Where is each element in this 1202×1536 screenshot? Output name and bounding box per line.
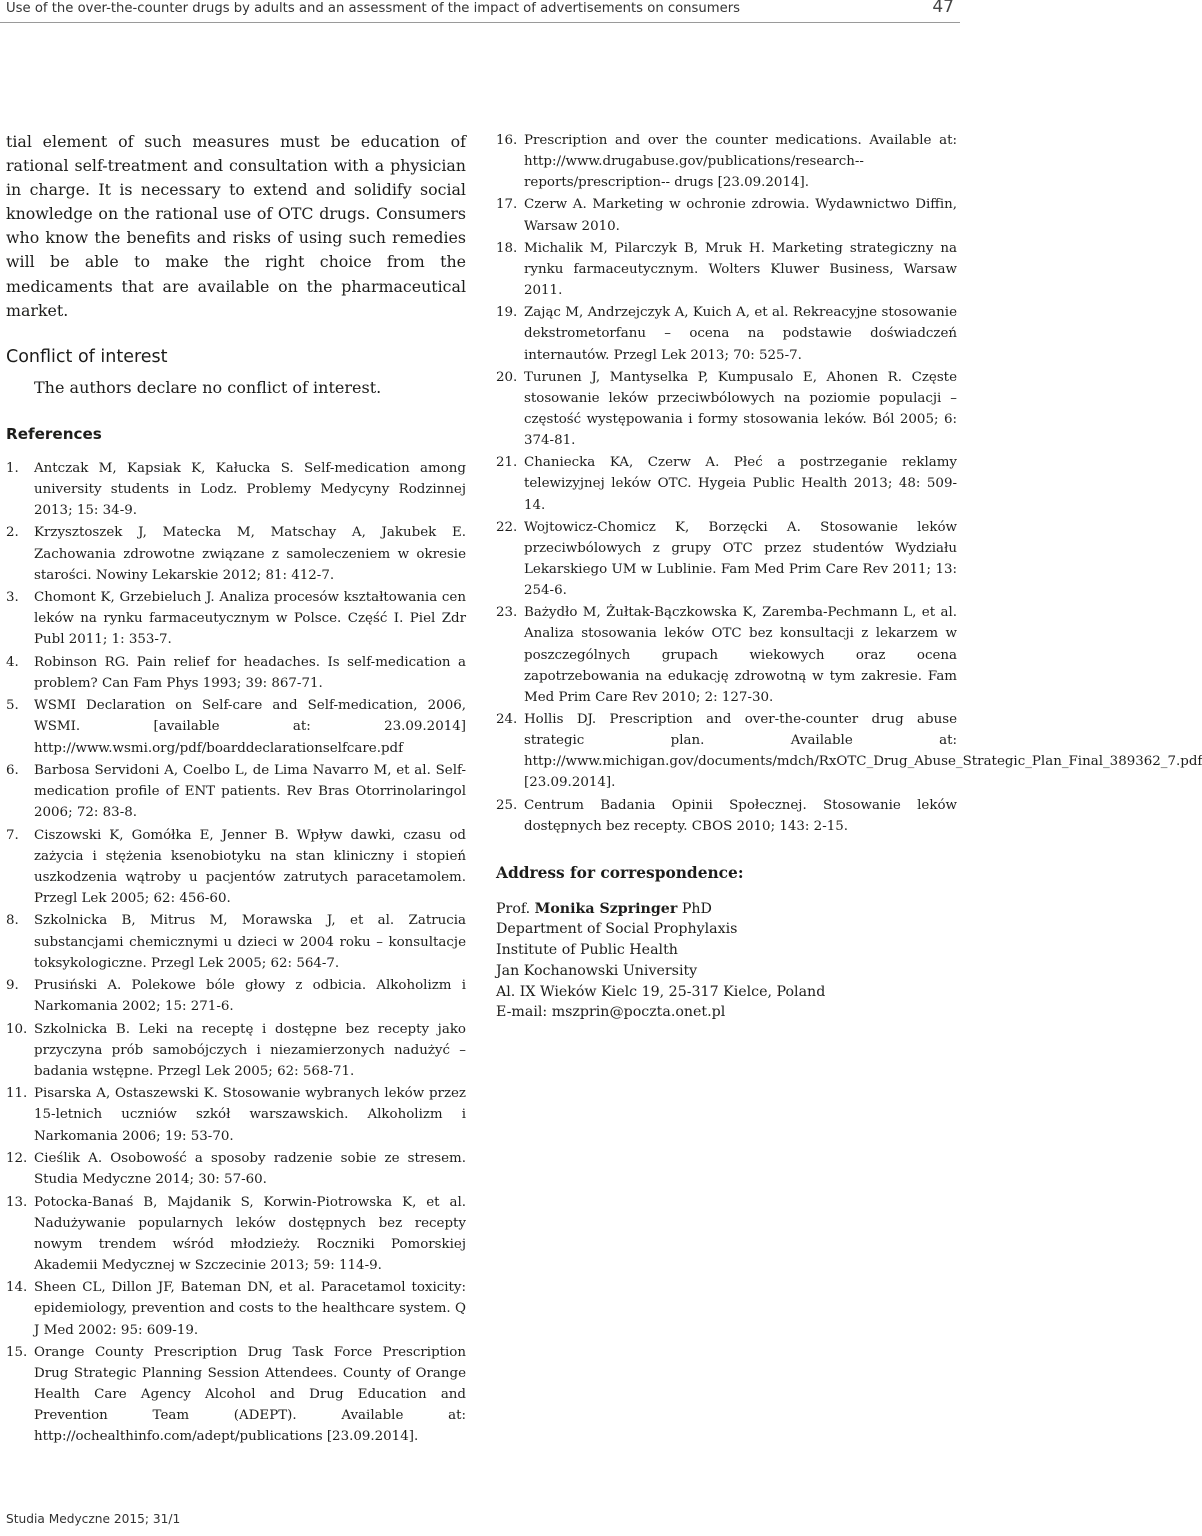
reference-item bbox=[6, 825, 466, 909]
reference-item bbox=[496, 452, 957, 515]
reference-number: 19. bbox=[496, 305, 518, 321]
reference-text: Pisarska A, Ostaszewski K. Stosowanie wybranych leków przez 15-letnich uczniów szkół warszawskich. Alkoholizm i Narkomania 2006; 19: 53-70. bbox=[34, 1086, 466, 1144]
reference-number: 6. bbox=[6, 763, 19, 779]
reference-text: Wojtowicz-Chomicz K, Borzęcki A. Stosowanie leków przeciwbólowych z grupy OTC przez studentów Wydziału Lekarskiego UM w Lublinie. Fam Med Prim Care Rev 2011; 13: 254-6. bbox=[524, 519, 957, 599]
reference-number: 13. bbox=[6, 1194, 28, 1210]
page-number: 47 bbox=[932, 0, 954, 17]
journal-footer: Studia Medyczne 2015; 31/1 bbox=[6, 1512, 181, 1526]
reference-text: Potocka-Banaś B, Majdanik S, Korwin-Piotrowska K, et al. Nadużywanie popularnych leków dostępnych bez recepty nowym trendem wśród młodzieży. Roczniki Pomorskiej Akademii Medycznej w Szczecinie 2013; 59: 114-9. bbox=[34, 1194, 466, 1273]
reference-number: 4. bbox=[6, 654, 19, 670]
reference-text: Cieślik A. Osobowość a sposoby radzenie sobie ze stresem. Studia Medyczne 2014; 30: 57-60. bbox=[34, 1151, 466, 1188]
address-line: Institute of Public Health bbox=[496, 942, 678, 959]
reference-list-left bbox=[6, 458, 466, 1448]
reference-number: 14. bbox=[6, 1280, 28, 1296]
reference-number: 2. bbox=[6, 525, 19, 541]
reference-item bbox=[6, 522, 466, 585]
running-header bbox=[0, 0, 960, 23]
reference-number: 17. bbox=[496, 197, 518, 213]
reference-text: Chomont K, Grzebieluch J. Analiza procesów kształtowania cen leków na rynku farmaceutycznym w Polsce. Część I. Piel Zdr Publ 2011; 1: 353-7. bbox=[34, 590, 466, 648]
reference-text: Robinson RG. Pain relief for headaches. Is self-medication a problem? Can Fam Phys 1993; 39: 867-71. bbox=[34, 654, 466, 691]
reference-number: 11. bbox=[6, 1086, 28, 1102]
conflict-heading: Conflict of interest bbox=[6, 346, 168, 367]
reference-item bbox=[6, 1342, 466, 1447]
reference-number: 23. bbox=[496, 605, 518, 621]
reference-number: 9. bbox=[6, 978, 19, 994]
reference-text: Turunen J, Mantyselka P, Kumpusalo E, Ahonen R. Częste stosowanie leków przeciwbólowych na poziomie populacji – częstość występowania i formy stosowania leków. Ból 2005; 6: 374-81. bbox=[524, 369, 957, 449]
reference-text: Ciszowski K, Gomółka E, Jenner B. Wpływ dawki, czasu od zażycia i stężenia ksenobiotyku na stan kliniczny i stopień uszkodzenia wątroby u pacjentów zatrutych paracetamolem. Przegl Lek 2005; 62: 456-60. bbox=[34, 827, 466, 906]
author-name: Monika Szpringer bbox=[534, 900, 678, 917]
reference-number: 24. bbox=[496, 712, 518, 728]
reference-text: Szkolnicka B. Leki na receptę i dostępne bez recepty jako przyczyna prób samobójczych i niezamierzonych nadużyć – badania wstępne. Przegl Lek 2005; 62: 568-71. bbox=[34, 1021, 466, 1079]
address-line: Department of Social Prophylaxis bbox=[496, 921, 738, 938]
reference-text: Hollis DJ. Prescription and over-the-counter drug abuse strategic plan. Available at: http://www.michigan.gov/documents/mdch/RxOTC_Drug_Abuse_Strategic_Plan_Final_389362_7.pdf [23.09.2014]. bbox=[524, 712, 1202, 791]
reference-text: Antczak M, Kapsiak K, Kałucka S. Self-medication among university students in Lodz. Problemy Medycyny Rodzinnej 2013; 15: 34-9. bbox=[34, 460, 466, 518]
reference-text: Bażydło M, Żułtak-Bączkowska K, Zaremba-Pechmann L, et al. Analiza stosowania leków OTC bez konsultacji z lekarzem w poszczególnych grupach wiekowych oraz ocena zapotrzebowania na edukację zdrowotną w tym zakresie. Fam Med Prim Care Rev 2010; 2: 127-30. bbox=[524, 605, 957, 705]
reference-number: 12. bbox=[6, 1151, 28, 1167]
reference-item bbox=[6, 458, 466, 521]
reference-text: Krzysztoszek J, Matecka M, Matschay A, Jakubek E. Zachowania zdrowotne związane z samoleczeniem w okresie starości. Nowiny Lekarskie 2012; 81: 412-7. bbox=[34, 525, 466, 583]
reference-text: Centrum Badania Opinii Społecznej. Stosowanie leków dostępnych bez recepty. CBOS 2010; 143: 2-15. bbox=[524, 797, 957, 834]
reference-number: 16. bbox=[496, 133, 518, 148]
conflict-text: The authors declare no conflict of interest. bbox=[34, 377, 382, 397]
reference-number: 25. bbox=[496, 797, 518, 813]
running-title: Use of the over-the-counter drugs by adults and an assessment of the impact of advertisements on consumers bbox=[6, 1, 741, 16]
left-column bbox=[6, 130, 466, 1449]
reference-number: 5. bbox=[6, 698, 19, 714]
reference-item bbox=[6, 1019, 466, 1082]
reference-number: 3. bbox=[6, 590, 19, 606]
reference-text: Barbosa Servidoni A, Coelbo L, de Lima Navarro M, et al. Self-medication profile of ENT patients. Rev Bras Otorrinolaringol 2006; 72: 83-8. bbox=[34, 763, 466, 821]
reference-item bbox=[6, 1083, 466, 1146]
reference-item bbox=[496, 517, 957, 601]
email-line: E-mail: mszprin@poczta.onet.pl bbox=[496, 1004, 726, 1021]
reference-text: Sheen CL, Dillon JF, Bateman DN, et al. Paracetamol toxicity: epidemiology, prevention and costs to the healthcare system. Q J Med 2002: 95: 609-19. bbox=[34, 1280, 466, 1338]
reference-number: 1. bbox=[6, 460, 19, 476]
reference-number: 15. bbox=[6, 1345, 28, 1361]
reference-item bbox=[6, 910, 466, 973]
reference-item bbox=[496, 302, 957, 365]
author-suffix: PhD bbox=[677, 900, 712, 917]
reference-item bbox=[6, 1148, 466, 1190]
reference-item bbox=[6, 652, 466, 694]
reference-item bbox=[496, 194, 957, 236]
reference-item bbox=[6, 1277, 466, 1340]
correspondence-heading: Address for correspondence: bbox=[496, 863, 744, 882]
reference-number: 22. bbox=[496, 519, 518, 535]
author-line bbox=[496, 899, 957, 920]
reference-number: 10. bbox=[6, 1021, 28, 1037]
reference-text: Czerw A. Marketing w ochronie zdrowia. Wydawnictwo Diffin, Warsaw 2010. bbox=[524, 197, 957, 234]
intro-paragraph: tial element of such measures must be education of rational self-treatment and consultation with a physician in charge. It is necessary to extend and solidify social knowledge on the rational use of OTC drugs. Consumers who know the benefits and risks of using such remedies will be able to make the right choice from the medicaments that are available on the pharmaceutical market. bbox=[6, 132, 466, 320]
references-heading: References bbox=[6, 424, 102, 443]
reference-text: Zając M, Andrzejczyk A, Kuich A, et al. Rekreacyjne stosowanie dekstrometorfanu – ocena na podstawie doświadczeń internautów. Przegl Lek 2013; 70: 525-7. bbox=[524, 305, 957, 363]
reference-number: 21. bbox=[496, 455, 518, 471]
reference-item bbox=[496, 367, 957, 451]
reference-list-right bbox=[496, 130, 1202, 837]
reference-number: 18. bbox=[496, 240, 518, 256]
author-prefix: Prof. bbox=[496, 900, 535, 917]
correspondence-address bbox=[496, 899, 957, 1023]
reference-item bbox=[496, 238, 957, 301]
reference-item bbox=[6, 760, 466, 823]
reference-item bbox=[496, 795, 957, 837]
address-line: Al. IX Wieków Kielc 19, 25-317 Kielce, Poland bbox=[496, 983, 826, 1000]
address-line: Jan Kochanowski University bbox=[496, 962, 698, 979]
reference-text: Prusiński A. Polekowe bóle głowy z odbicia. Alkoholizm i Narkomania 2002; 15: 271-6. bbox=[34, 978, 466, 1015]
right-column bbox=[496, 130, 1202, 1023]
reference-item bbox=[496, 709, 1202, 793]
reference-number: 7. bbox=[6, 827, 19, 843]
reference-item bbox=[6, 587, 466, 650]
reference-text: WSMI Declaration on Self-care and Self-medication, 2006, WSMI. [available at: 23.09.2014] http://www.wsmi.org/pdf/boarddeclarationselfcare.pdf bbox=[34, 698, 466, 756]
reference-text: Chaniecka KA, Czerw A. Płeć a postrzeganie reklamy telewizyjnej leków OTC. Hygeia Public Health 2013; 48: 509-14. bbox=[524, 455, 957, 513]
reference-number: 8. bbox=[6, 913, 19, 929]
reference-item bbox=[6, 1192, 466, 1276]
reference-item bbox=[6, 975, 466, 1017]
reference-item bbox=[6, 695, 466, 758]
reference-text: Michalik M, Pilarczyk B, Mruk H. Marketing strategiczny na rynku farmaceutycznym. Wolters Kluwer Business, Warsaw 2011. bbox=[524, 240, 957, 299]
reference-text: Szkolnicka B, Mitrus M, Morawska J, et al. Zatrucia substancjami chemicznymi u dzieci w 2004 roku – konsultacje toksykologiczne. Przegl Lek 2005; 62: 564-7. bbox=[34, 913, 466, 971]
reference-item bbox=[496, 602, 957, 707]
reference-number: 20. bbox=[496, 369, 518, 385]
reference-item bbox=[496, 130, 957, 193]
reference-text: Orange County Prescription Drug Task Force Prescription Drug Strategic Planning Session Attendees. County of Orange Health Care Agency Alcohol and Drug Education and Prevention Team (ADEPT). Available at: http://ochealthinfo.com/adept/publications [23.09.2014]. bbox=[34, 1345, 466, 1445]
reference-text: Prescription and over the counter medications. Available at: http://www.drugabuse.gov/publications/research-- reports/prescription-- drugs [23.09.2014]. bbox=[524, 133, 957, 191]
